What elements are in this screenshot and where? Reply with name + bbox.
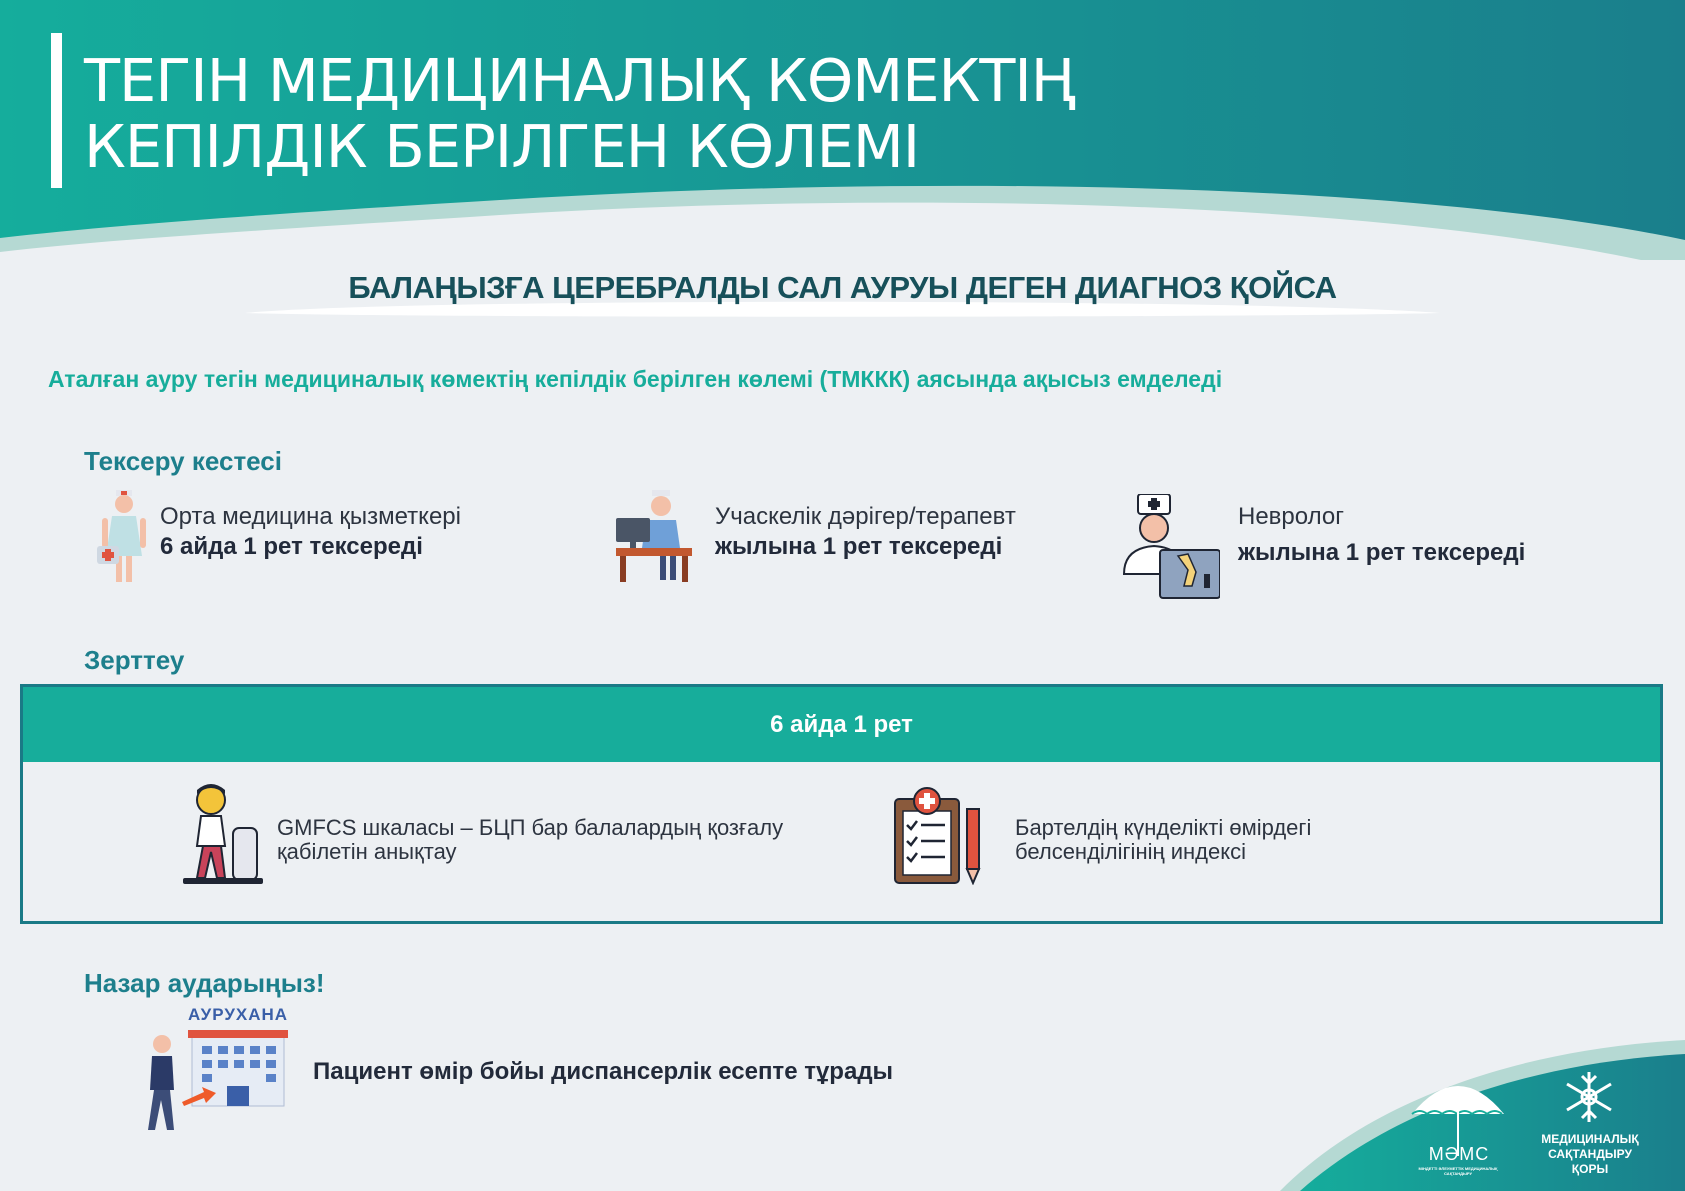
mams-logo-text: МӘМС <box>1428 1144 1490 1164</box>
schedule-role: Невролог <box>1238 503 1344 530</box>
hospital-icon <box>132 1030 288 1134</box>
research-item-gmfcs <box>277 816 783 864</box>
hospital-label: АУРУХАНА <box>188 1005 289 1024</box>
walker-child-icon <box>181 782 265 886</box>
checklist-icon <box>891 787 987 885</box>
neurologist-icon <box>1120 494 1220 600</box>
insurance-fund-line1: МЕДИЦИНАЛЫҚ <box>1541 1132 1639 1146</box>
schedule-title: Тексеру кестесі <box>84 446 282 476</box>
research-item-line2: қабілетін анықтау <box>277 839 457 864</box>
research-box <box>20 684 1663 924</box>
title-line-1: ТЕГІН МЕДИЦИНАЛЫҚ КӨМЕКТІҢ <box>84 46 1075 115</box>
schedule-frequency: жылына 1 рет тексереді <box>715 533 1003 560</box>
subtitle-banner <box>245 268 1440 314</box>
schedule-role: Учаскелік дәрігер/терапевт <box>715 503 1016 530</box>
doctor-desk-icon <box>616 490 692 584</box>
schedule-item-neurologist <box>1238 502 1525 568</box>
page-title <box>84 48 1074 180</box>
snowflake-logo-icon <box>1560 1068 1618 1126</box>
schedule-role: Орта медицина қызметкері <box>160 503 461 530</box>
subtitle-text: БАЛАҢЫЗҒА ЦЕРЕБРАЛДЫ САЛ АУРУЫ ДЕГЕН ДИАГНОЗ ҚОЙСА <box>348 270 1337 305</box>
patient-note: Пациент өмір бойы диспансерлік есепте тұрады <box>313 1058 894 1085</box>
title-line-2: КЕПІЛДІК БЕРІЛГЕН КӨЛЕМІ <box>84 112 920 181</box>
insurance-fund-logo-text <box>1530 1132 1650 1177</box>
insurance-fund-line2: САҚТАНДЫРУ <box>1548 1147 1632 1161</box>
schedule-item-therapist <box>715 502 1016 562</box>
research-frequency: 6 айда 1 рет <box>23 687 1660 762</box>
schedule-item-nurse <box>160 502 461 562</box>
title-accent-bar <box>51 33 62 188</box>
attention-title: Назар аударыңыз! <box>84 968 325 998</box>
schedule-frequency: 6 айда 1 рет тексереді <box>160 533 423 560</box>
mams-logo-subtext: МІНДЕТТІ ӘЛЕУМЕТТІК МЕДИЦИНАЛЫҚ САҚТАНДЫРУ <box>1418 1166 1498 1176</box>
research-item-line2: белсенділігінің индексі <box>1015 839 1247 864</box>
research-item-barthel <box>1015 816 1311 864</box>
insurance-fund-line3: ҚОРЫ <box>1571 1162 1609 1176</box>
schedule-frequency: жылына 1 рет тексереді <box>1238 539 1526 566</box>
intro-text: Аталған ауру тегін медициналық көмектің кепілдік берілген көлемі (ТМККК) аясында ақысыз емделеді <box>48 366 1223 392</box>
research-title: Зерттеу <box>84 645 185 675</box>
research-item-line1: Бартелдің күнделікті өмірдегі <box>1015 815 1312 840</box>
research-item-line1: GMFCS шкаласы – БЦП бар балалардың қозғалу <box>277 815 784 840</box>
nurse-icon <box>96 490 156 584</box>
